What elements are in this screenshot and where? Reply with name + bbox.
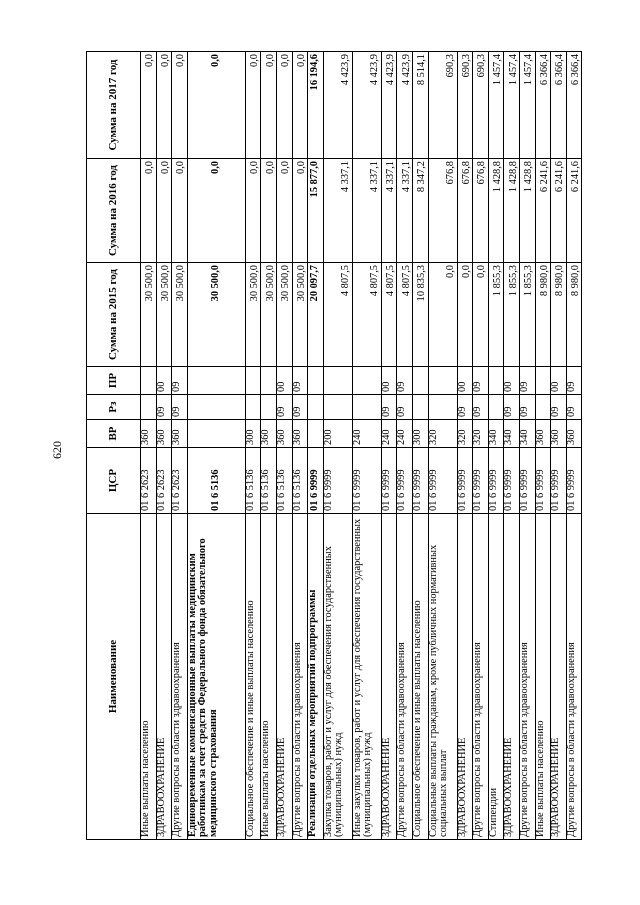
- cell-csr: 01 6 2623: [172, 448, 188, 514]
- cell-rz: 09: [504, 395, 520, 420]
- cell-name: Иные закупки товаров, работ и услуг для обеспечения государственных (муниципальных) нужд: [352, 514, 381, 840]
- table-row: [245, 52, 261, 840]
- header-2016: Сумма на 2016 год: [87, 159, 141, 263]
- cell-rz: 09: [172, 395, 188, 420]
- header-2015: Сумма на 2015 год: [87, 263, 141, 367]
- cell-csr: 01 6 5136: [245, 448, 261, 514]
- cell-vr: 360: [566, 420, 582, 448]
- table-row: [381, 52, 397, 840]
- cell-2017: 690,3: [473, 52, 489, 159]
- cell-pr: [535, 367, 551, 395]
- cell-name: Другие вопросы в области здравоохранения: [566, 514, 582, 840]
- cell-vr: 360: [535, 420, 551, 448]
- table-row: [292, 52, 308, 840]
- cell-2017: 6 366,4: [551, 52, 567, 159]
- table-header-row: [87, 52, 141, 840]
- table-row: [428, 52, 457, 840]
- cell-name: Иные выплаты населению: [141, 514, 157, 840]
- table-row: [519, 52, 535, 840]
- cell-vr: 360: [292, 420, 308, 448]
- cell-csr: 01 6 9999: [535, 448, 551, 514]
- table-row: [535, 52, 551, 840]
- cell-vr: 320: [428, 420, 457, 448]
- table-row: [457, 52, 473, 840]
- cell-pr: [412, 367, 428, 395]
- cell-name: ЗДРАВООХРАНЕНИЕ: [381, 514, 397, 840]
- cell-2016: 676,8: [428, 159, 457, 263]
- cell-name: Иные выплаты населению: [535, 514, 551, 840]
- cell-rz: 09: [156, 395, 172, 420]
- cell-rz: [488, 395, 504, 420]
- cell-2017: 6 366,4: [535, 52, 551, 159]
- cell-name: ЗДРАВООХРАНЕНИЕ: [457, 514, 473, 840]
- cell-rz: 09: [381, 395, 397, 420]
- cell-name: ЗДРАВООХРАНЕНИЕ: [551, 514, 567, 840]
- cell-2017: 8 514,1: [412, 52, 428, 159]
- cell-name: Другие вопросы в области здравоохранения: [172, 514, 188, 840]
- cell-name: Закупка товаров, работ и услуг для обеспечения государственных (муниципальных) нужд: [323, 514, 352, 840]
- cell-2015: 30 500,0: [141, 263, 157, 367]
- cell-pr: 09: [292, 367, 308, 395]
- cell-2017: 690,3: [457, 52, 473, 159]
- cell-2016: 0,0: [292, 159, 308, 263]
- cell-pr: [488, 367, 504, 395]
- cell-pr: [261, 367, 277, 395]
- cell-2016: 4 337,1: [381, 159, 397, 263]
- table-row: [473, 52, 489, 840]
- cell-vr: 340: [504, 420, 520, 448]
- cell-2016: 6 241,6: [566, 159, 582, 263]
- cell-csr: 01 6 9999: [352, 448, 381, 514]
- cell-2016: 6 241,6: [535, 159, 551, 263]
- cell-csr: 01 6 9999: [566, 448, 582, 514]
- cell-2015: 30 500,0: [187, 263, 245, 367]
- cell-csr: 01 6 5136: [292, 448, 308, 514]
- cell-2017: 1 457,4: [488, 52, 504, 159]
- cell-name: Другие вопросы в области здравоохранения: [292, 514, 308, 840]
- table-row: [352, 52, 381, 840]
- table-row: [141, 52, 157, 840]
- cell-vr: 360: [172, 420, 188, 448]
- cell-2017: 0,0: [141, 52, 157, 159]
- cell-pr: [141, 367, 157, 395]
- cell-2015: 30 500,0: [292, 263, 308, 367]
- cell-name: Другие вопросы в области здравоохранения: [473, 514, 489, 840]
- cell-2017: 4 423,9: [397, 52, 413, 159]
- cell-2015: 4 807,5: [352, 263, 381, 367]
- cell-csr: 01 6 9999: [504, 448, 520, 514]
- cell-vr: 360: [141, 420, 157, 448]
- cell-csr: 01 6 9999: [428, 448, 457, 514]
- cell-rz: [323, 395, 352, 420]
- cell-rz: 09: [519, 395, 535, 420]
- cell-2016: 0,0: [141, 159, 157, 263]
- table-row: [276, 52, 292, 840]
- cell-2015: 30 500,0: [261, 263, 277, 367]
- cell-pr: 09: [473, 367, 489, 395]
- cell-csr: 01 6 5136: [261, 448, 277, 514]
- cell-vr: 320: [473, 420, 489, 448]
- cell-name: Социальные выплаты гражданам, кроме публичных нормативных социальных выплат: [428, 514, 457, 840]
- cell-name: ЗДРАВООХРАНЕНИЕ: [504, 514, 520, 840]
- cell-2017: 690,3: [428, 52, 457, 159]
- cell-2016: 676,8: [457, 159, 473, 263]
- cell-2015: 10 835,3: [412, 263, 428, 367]
- cell-2016: 676,8: [473, 159, 489, 263]
- cell-2015: 4 807,5: [397, 263, 413, 367]
- cell-2016: 1 428,8: [504, 159, 520, 263]
- cell-name: Другие вопросы в области здравоохранения: [519, 514, 535, 840]
- header-vr: ВР: [87, 420, 141, 448]
- cell-name: Реализация отдельных мероприятий подпрограммы: [308, 514, 324, 840]
- table-row: [412, 52, 428, 840]
- cell-name: Стипендии: [488, 514, 504, 840]
- cell-vr: 300: [245, 420, 261, 448]
- cell-rz: [245, 395, 261, 420]
- cell-2016: 8 347,2: [412, 159, 428, 263]
- cell-csr: 01 6 5136: [276, 448, 292, 514]
- cell-vr: 240: [381, 420, 397, 448]
- cell-rz: [535, 395, 551, 420]
- cell-2015: 4 807,5: [323, 263, 352, 367]
- cell-pr: 00: [381, 367, 397, 395]
- cell-csr: 01 6 2623: [156, 448, 172, 514]
- cell-2017: 0,0: [261, 52, 277, 159]
- cell-2017: 0,0: [292, 52, 308, 159]
- cell-pr: [428, 367, 457, 395]
- cell-name: ЗДРАВООХРАНЕНИЕ: [276, 514, 292, 840]
- cell-2015: 8 980,0: [566, 263, 582, 367]
- cell-csr: 01 6 9999: [551, 448, 567, 514]
- cell-rz: [187, 395, 245, 420]
- cell-pr: [245, 367, 261, 395]
- cell-2015: 0,0: [473, 263, 489, 367]
- cell-vr: 240: [397, 420, 413, 448]
- cell-csr: 01 6 9999: [308, 448, 324, 514]
- table-row: [397, 52, 413, 840]
- cell-2015: 30 500,0: [172, 263, 188, 367]
- cell-2015: 8 980,0: [535, 263, 551, 367]
- cell-vr: 360: [276, 420, 292, 448]
- cell-rz: 09: [551, 395, 567, 420]
- cell-pr: 00: [156, 367, 172, 395]
- cell-2015: 30 500,0: [245, 263, 261, 367]
- cell-2017: 0,0: [172, 52, 188, 159]
- cell-vr: 320: [457, 420, 473, 448]
- cell-2016: 15 877,0: [308, 159, 324, 263]
- table-row: [488, 52, 504, 840]
- cell-vr: 360: [156, 420, 172, 448]
- cell-pr: 00: [551, 367, 567, 395]
- cell-2016: 0,0: [261, 159, 277, 263]
- cell-vr: 300: [412, 420, 428, 448]
- cell-2015: 0,0: [428, 263, 457, 367]
- cell-pr: 09: [566, 367, 582, 395]
- cell-csr: 01 6 9999: [488, 448, 504, 514]
- cell-pr: [308, 367, 324, 395]
- table-row: [504, 52, 520, 840]
- budget-table: [86, 51, 582, 840]
- cell-2015: 1 855,3: [519, 263, 535, 367]
- table-row: [172, 52, 188, 840]
- table-row: [551, 52, 567, 840]
- cell-rz: [308, 395, 324, 420]
- table-row: [261, 52, 277, 840]
- header-csr: ЦСР: [87, 448, 141, 514]
- cell-2016: 0,0: [172, 159, 188, 263]
- cell-2016: 4 337,1: [323, 159, 352, 263]
- page-number: 620: [50, 441, 64, 459]
- table-body: [141, 52, 582, 840]
- header-name: Наименование: [87, 514, 141, 840]
- cell-2016: 0,0: [156, 159, 172, 263]
- cell-csr: 01 6 9999: [473, 448, 489, 514]
- cell-2017: 1 457,4: [504, 52, 520, 159]
- cell-pr: 00: [276, 367, 292, 395]
- cell-rz: 09: [473, 395, 489, 420]
- cell-rz: [141, 395, 157, 420]
- cell-2017: 0,0: [156, 52, 172, 159]
- cell-name: ЗДРАВООХРАНЕНИЕ: [156, 514, 172, 840]
- cell-vr: [308, 420, 324, 448]
- cell-rz: 09: [566, 395, 582, 420]
- cell-2017: 6 366,4: [566, 52, 582, 159]
- cell-rz: [428, 395, 457, 420]
- cell-2017: 4 423,9: [352, 52, 381, 159]
- cell-2016: 4 337,1: [352, 159, 381, 263]
- cell-2015: 30 500,0: [156, 263, 172, 367]
- cell-csr: 01 6 9999: [457, 448, 473, 514]
- cell-2017: 1 457,4: [519, 52, 535, 159]
- cell-name: Социальное обеспечение и иные выплаты населению: [245, 514, 261, 840]
- cell-rz: 09: [276, 395, 292, 420]
- cell-2016: 0,0: [187, 159, 245, 263]
- table-row: [187, 52, 245, 840]
- cell-vr: 240: [352, 420, 381, 448]
- cell-csr: 01 6 2623: [141, 448, 157, 514]
- cell-2017: 0,0: [245, 52, 261, 159]
- cell-vr: 200: [323, 420, 352, 448]
- cell-rz: [261, 395, 277, 420]
- cell-name: Иные выплаты населению: [261, 514, 277, 840]
- cell-csr: 01 6 5136: [187, 448, 245, 514]
- cell-pr: [323, 367, 352, 395]
- rotated-table-wrapper: [86, 52, 628, 840]
- cell-2015: 20 097,7: [308, 263, 324, 367]
- cell-2016: 1 428,8: [519, 159, 535, 263]
- cell-pr: [187, 367, 245, 395]
- cell-pr: 09: [172, 367, 188, 395]
- cell-name: Социальное обеспечение и иные выплаты населению: [412, 514, 428, 840]
- cell-2015: 4 807,5: [381, 263, 397, 367]
- cell-csr: 01 6 9999: [381, 448, 397, 514]
- cell-rz: 09: [457, 395, 473, 420]
- cell-vr: 340: [488, 420, 504, 448]
- cell-2015: 8 980,0: [551, 263, 567, 367]
- cell-pr: 00: [457, 367, 473, 395]
- cell-vr: 340: [519, 420, 535, 448]
- cell-2016: 1 428,8: [488, 159, 504, 263]
- cell-name: Единовременные компенсационные выплаты медицинским работникам за счет средств Федерального фонда обязательного медицинского страхования: [187, 514, 245, 840]
- cell-vr: 360: [551, 420, 567, 448]
- cell-rz: [412, 395, 428, 420]
- header-2017: Сумма на 2017 год: [87, 52, 141, 159]
- cell-name: Другие вопросы в области здравоохранения: [397, 514, 413, 840]
- cell-pr: 09: [519, 367, 535, 395]
- cell-2016: 0,0: [245, 159, 261, 263]
- cell-vr: 360: [261, 420, 277, 448]
- cell-csr: 01 6 9999: [397, 448, 413, 514]
- cell-2017: 0,0: [187, 52, 245, 159]
- cell-2015: 30 500,0: [276, 263, 292, 367]
- cell-rz: [352, 395, 381, 420]
- table-row: [323, 52, 352, 840]
- table-row: [156, 52, 172, 840]
- table-row: [308, 52, 324, 840]
- cell-2017: 0,0: [276, 52, 292, 159]
- cell-pr: 00: [504, 367, 520, 395]
- cell-2015: 1 855,3: [504, 263, 520, 367]
- cell-2017: 4 423,9: [323, 52, 352, 159]
- cell-2017: 4 423,9: [381, 52, 397, 159]
- cell-2015: 1 855,3: [488, 263, 504, 367]
- cell-2017: 16 194,6: [308, 52, 324, 159]
- cell-pr: 09: [397, 367, 413, 395]
- table-container: [86, 52, 628, 840]
- cell-vr: [187, 420, 245, 448]
- cell-2016: 0,0: [276, 159, 292, 263]
- cell-csr: 01 6 9999: [412, 448, 428, 514]
- header-pr: ПР: [87, 367, 141, 395]
- table-row: [566, 52, 582, 840]
- cell-csr: 01 6 9999: [323, 448, 352, 514]
- header-rz: Рз: [87, 395, 141, 420]
- cell-pr: [352, 367, 381, 395]
- cell-2015: 0,0: [457, 263, 473, 367]
- cell-2016: 6 241,6: [551, 159, 567, 263]
- cell-rz: 09: [292, 395, 308, 420]
- cell-csr: 01 6 9999: [519, 448, 535, 514]
- cell-2016: 4 337,1: [397, 159, 413, 263]
- cell-rz: 09: [397, 395, 413, 420]
